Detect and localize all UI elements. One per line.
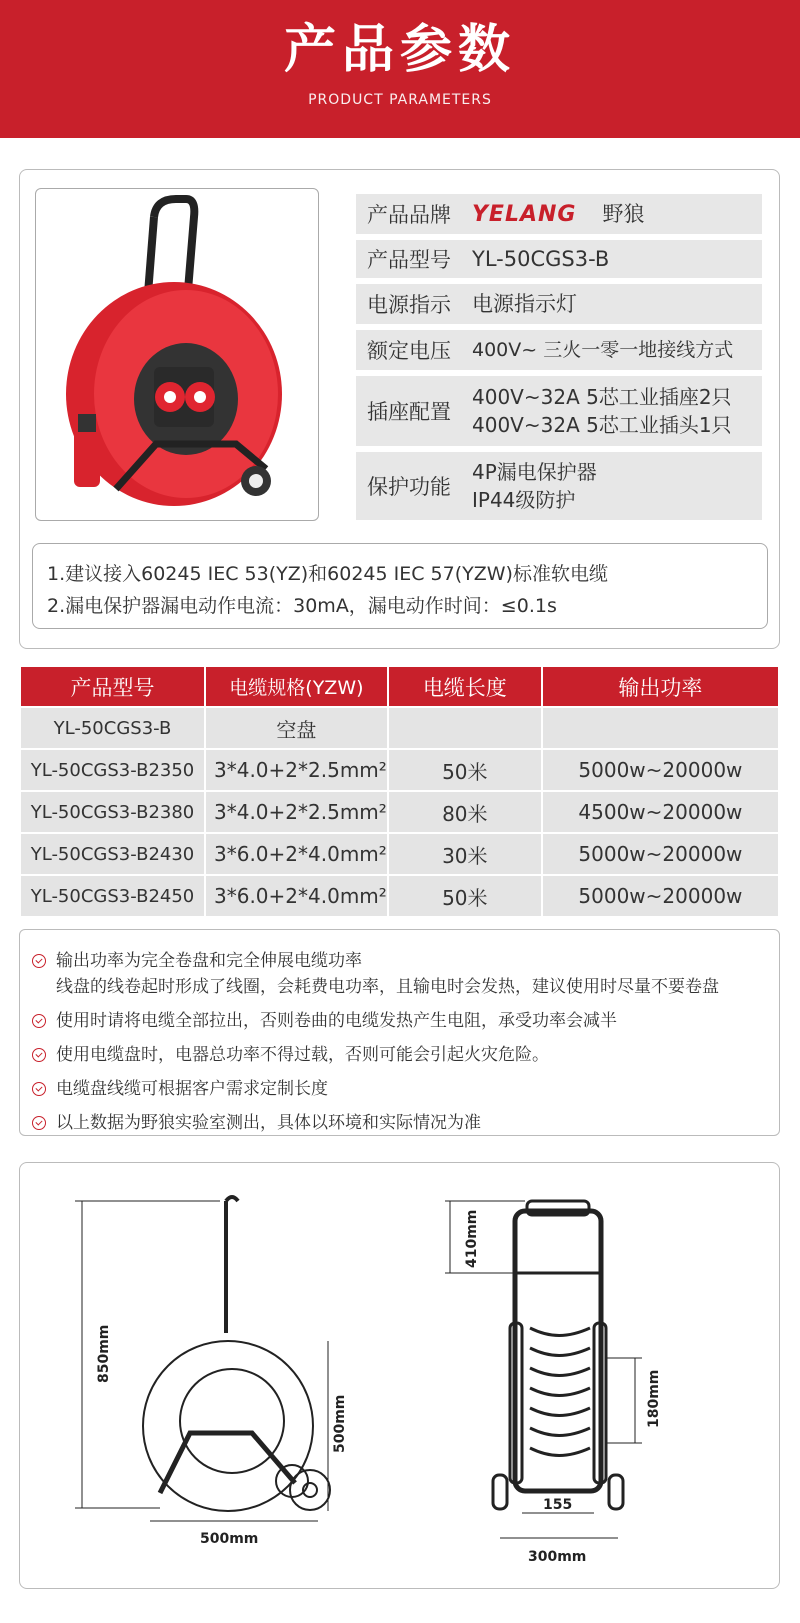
- check-circle-icon: [32, 1014, 46, 1028]
- table-row: [21, 708, 778, 748]
- spec-value: 野狼: [602, 201, 645, 226]
- product-overview-card: [19, 169, 780, 649]
- table-row: [21, 876, 778, 916]
- table-header-row: [21, 667, 778, 706]
- note-text: 电缆盘线缆可根据客户需求定制长度: [56, 1079, 328, 1099]
- spec-row-brand: [356, 194, 762, 234]
- list-item: [32, 948, 779, 1000]
- cell-power: 5000w~20000w: [543, 834, 778, 874]
- model-table: [19, 665, 780, 918]
- cell-spec: 3*6.0+2*4.0mm²: [206, 876, 387, 916]
- note-line: 1.建议接入60245 IEC 53(YZ)和60245 IEC 57(YZW)标准软电缆: [47, 563, 608, 585]
- spec-value: 400V~ 三火一零一地接线方式: [472, 339, 734, 361]
- cell-model: YL-50CGS3-B2430: [21, 834, 204, 874]
- spec-row-indicator: [356, 284, 762, 324]
- table-row: [21, 834, 778, 874]
- spec-value: 电源指示灯: [472, 292, 577, 316]
- spec-label: 电源指示: [367, 293, 451, 317]
- cell-length: 50米: [389, 876, 541, 916]
- spec-label: 额定电压: [367, 339, 451, 363]
- check-circle-icon: [32, 954, 46, 968]
- cell-length: 80米: [389, 792, 541, 832]
- note-text: 输出功率为完全卷盘和完全伸展电缆功率: [56, 951, 362, 971]
- check-circle-icon: [32, 1048, 46, 1062]
- spec-label: 产品品牌: [367, 203, 451, 227]
- list-item: [32, 1110, 779, 1136]
- dim-drum-height-label: 500mm: [332, 1394, 348, 1453]
- cell-power: 4500w~20000w: [543, 792, 778, 832]
- brand-logo: YELANG: [472, 201, 577, 227]
- page-title: 产品参数: [283, 20, 516, 80]
- spec-label: 保护功能: [367, 475, 451, 499]
- cell-model: YL-50CGS3-B: [21, 708, 204, 748]
- cell-power: 5000w~20000w: [543, 750, 778, 790]
- spec-row-voltage: [356, 330, 762, 370]
- spec-value-2: IP44级防护: [472, 488, 576, 512]
- cell-spec: 3*4.0+2*2.5mm²: [206, 750, 387, 790]
- product-photo: [35, 188, 319, 521]
- cell-model: YL-50CGS3-B2380: [21, 792, 204, 832]
- note-line: 2.漏电保护器漏电动作电流：30mA，漏电动作时间：≤0.1s: [47, 595, 557, 617]
- dim-inner-label: 155: [543, 1497, 573, 1513]
- cell-spec: 3*6.0+2*4.0mm²: [206, 834, 387, 874]
- cable-notes: [32, 543, 768, 629]
- usage-notes-card: [19, 929, 780, 1136]
- note-text: 线盘的线卷起时形成了线圈，会耗费电功率，且输电时会发热，建议使用时尽量不要卷盘: [56, 977, 719, 997]
- dim-drum-width-label: 500mm: [200, 1531, 259, 1547]
- page-header: [0, 0, 800, 138]
- list-item: [32, 1076, 779, 1102]
- page-subtitle: PRODUCT PARAMETERS: [308, 92, 492, 108]
- note-text: 使用电缆盘时，电器总功率不得过载，否则可能会引起火灾危险。: [56, 1045, 549, 1065]
- cell-power: 5000w~20000w: [543, 876, 778, 916]
- spec-label: 插座配置: [367, 400, 451, 424]
- table-row: [21, 792, 778, 832]
- spec-list: [356, 194, 762, 526]
- check-circle-icon: [32, 1116, 46, 1130]
- cell-model: YL-50CGS3-B2450: [21, 876, 204, 916]
- spec-label: 产品型号: [367, 248, 451, 272]
- dim-height-label: 850mm: [96, 1324, 112, 1383]
- note-text: 以上数据为野狼实验室测出，具体以环境和实际情况为准: [56, 1113, 481, 1133]
- cell-length: [389, 708, 541, 748]
- cell-length: 30米: [389, 834, 541, 874]
- dim-core-label: 180mm: [646, 1369, 662, 1428]
- column-header: 电缆长度: [389, 667, 541, 706]
- list-item: [32, 1008, 779, 1034]
- cell-length: 50米: [389, 750, 541, 790]
- column-header: 产品型号: [21, 667, 204, 706]
- list-item: [32, 1042, 779, 1068]
- spec-value: YL-50CGS3-B: [472, 247, 610, 271]
- cell-power: [543, 708, 778, 748]
- note-text: 使用时请将电缆全部拉出，否则卷曲的电缆发热产生电阻，承受功率会减半: [56, 1011, 617, 1031]
- column-header: 输出功率: [543, 667, 778, 706]
- column-header: 电缆规格(YZW): [206, 667, 387, 706]
- check-circle-icon: [32, 1082, 46, 1096]
- spec-row-socket: [356, 376, 762, 446]
- spec-row-protection: [356, 452, 762, 520]
- dim-base-label: 300mm: [528, 1549, 587, 1565]
- spec-row-model: [356, 240, 762, 278]
- spec-value-2: 400V~32A 5芯工业插头1只: [472, 413, 732, 437]
- dim-handle-label: 410mm: [464, 1209, 480, 1268]
- table-row: [21, 750, 778, 790]
- cell-model: YL-50CGS3-B2350: [21, 750, 204, 790]
- spec-value: 400V~32A 5芯工业插座2只: [472, 385, 732, 409]
- cell-spec: 空盘: [206, 708, 387, 748]
- dimension-drawing-card: [19, 1162, 780, 1589]
- cell-spec: 3*4.0+2*2.5mm²: [206, 792, 387, 832]
- spec-value: 4P漏电保护器: [472, 460, 597, 484]
